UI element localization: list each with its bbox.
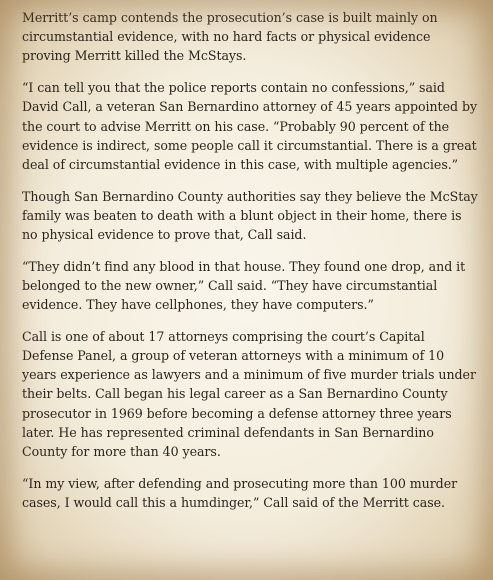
article-paragraph-1: Merritt’s camp contends the prosecution’s case is built mainly on circumstantial evidence, with no hard facts or physical evidence proving Merritt killed the McStays. [22,10,438,64]
article-paragraph-4: “They didn’t find any blood in that house. They found one drop, and it belonged to the new owner,” Call said. “They have circumstantial evidence. They have cellphones, they have computers.” [22,258,466,313]
article-paragraph-2: “I can tell you that the police reports contain no confessions,” said David Call, a veteran San Bernardino attorney of 45 years appointed by the court to advise Merritt on his case. “Probably 90 percent of the evidence is indirect, some people call it circumstantial. There is a great deal of circumstantial evidence in this case, with multiple agencies.” [22,80,478,172]
article-paragraph-5: Call is one of about 17 attorneys comprising the court’s Capital Defense Panel, a group of veteran attorneys with a minimum of 10 years experience as lawyers and a minimum of five murder trials under their belts. Call began his legal career as a San Bernardino County prosecutor in 1969 before becoming a defense attorney three years later. He has represented criminal defendants in San Bernardino County for more than 40 years. [22,328,476,460]
article-paragraph-3: Though San Bernardino County authorities say they believe the McStay family was beaten to death with a blunt object in their home, there is no physical evidence to prove that, Call said. [22,188,478,243]
article-paragraph-6: “In my view, after defending and prosecuting more than 100 murder cases, I would call this a humdinger,” Call said of the Merritt case. [22,475,458,510]
article-body [22,8,480,525]
